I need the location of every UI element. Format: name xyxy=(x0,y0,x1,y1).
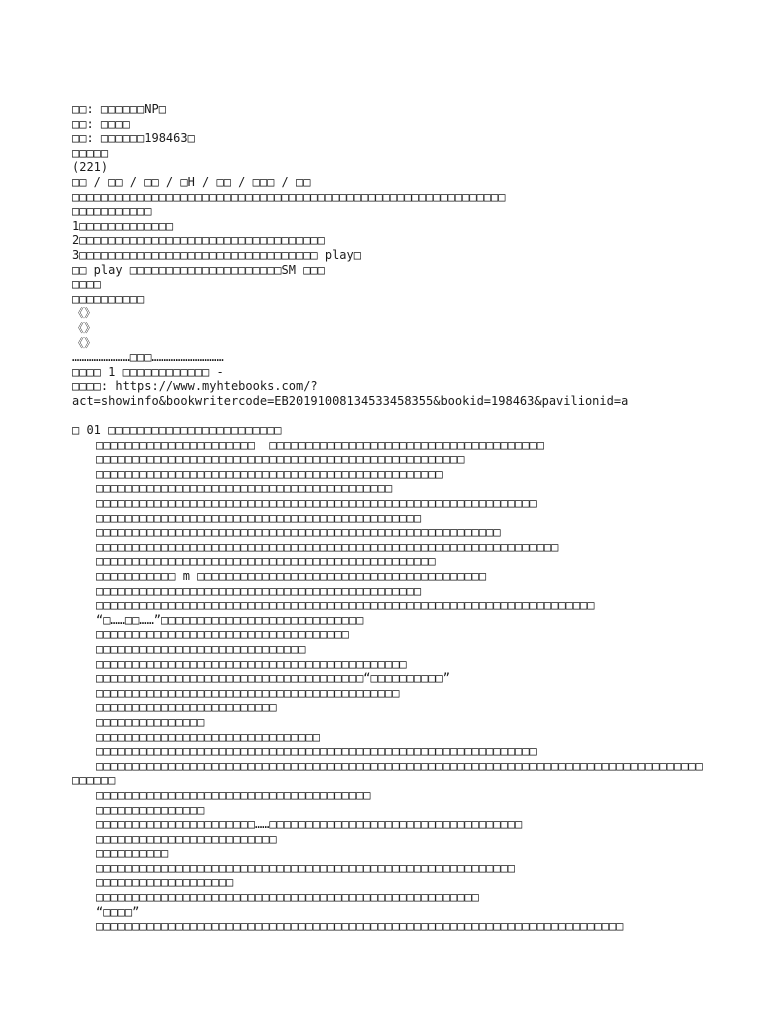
bracket-mark: 《》 xyxy=(72,320,97,335)
paragraph: □□□□□□□□□□□□□□□□□□□ xyxy=(96,875,234,890)
paragraph: □□□□□□□□□□□□□□□ xyxy=(96,802,205,817)
note-item: 2□□□□□□□□□□□□□□□□□□□□□□□□□□□□□□□□□□ xyxy=(72,233,325,248)
source-url: act=showinfo&bookwritercode=EB20191008134533458355&bookid=198463&pavilionid=a xyxy=(72,393,629,408)
paragraph-continuation: □□□□□□ xyxy=(72,773,116,788)
paragraph: □□□□□□□□□□□□□□□□□□□□□□□□□□□□□□□□□□□□□□□□□□□□□□□ xyxy=(96,554,436,569)
paragraph: □□□□□□□□□□□ m □□□□□□□□□□□□□□□□□□□□□□□□□□□□□□□□□□□□□□□□ xyxy=(96,569,487,583)
description: □□□□□□□□□□□□□□□□□□□□□□□□□□□□□□□□□□□□□□□□□□□□□□□□□□□□□□□□□□□□ xyxy=(72,189,506,204)
paragraph: □□□□□□□□□□□□□□□□□□□□□□□□□□□□□□□□□□□□□□□□□□□□□□□□□□□□□□□□□□□□□□□□ xyxy=(96,539,559,554)
paragraph: □□□□□□□□□□□□□□□□□□□□□□□□□□□□□□□□□□□□□□ xyxy=(96,787,371,802)
bracket-mark: 《》 xyxy=(72,335,97,350)
paragraph: □□□□□□□□□□ xyxy=(96,846,169,861)
short-line: □□□□□□□□□□ xyxy=(72,291,145,306)
paragraph: □□□□□□□□□□□□□□□ xyxy=(96,714,205,729)
note-item: □□ play □□□□□□□□□□□□□□□□□□□□□SM □□□ xyxy=(72,262,325,277)
bracket-mark: 《》 xyxy=(72,306,97,321)
paragraph: □□□□□□□□□□□□□□□□□□□□□□□□□□□□□□□□□□□□□□□□□□ xyxy=(96,685,400,700)
paragraph: □□□□□□□□□□□□□□□□□□□□□□□□□□□□□□□□□□□□□□□□□□□□□□□□□□□□□□□□□□□□□□□□□□□□□ xyxy=(96,598,595,613)
paragraph: □□□□□□□□□□□□□□□□□□□□□□……□□□□□□□□□□□□□□□□□□□□□□□□□□□□□□□□□□□ xyxy=(96,817,523,832)
paragraph: □□□□□□□□□□□□□□□□□□□□□□□□□□□□□□□□□□□□□□□□□□□□□□□□□□□□□□□□□□□□□□□□□□□□□□□□□ xyxy=(96,919,624,934)
document-page xyxy=(72,102,752,934)
note-item: 3□□□□□□□□□□□□□□□□□□□□□□□□□□□□□□□□□ play□ xyxy=(72,247,361,262)
tag-list: □□ / □□ / □□ / □H / □□ / □□□ / □□ xyxy=(72,174,311,189)
paragraph: □□□□□□□□□□□□□□□□□□□□□□ □□□□□□□□□□□□□□□□□□□□□□□□□□□□□□□□□□□□□□ xyxy=(96,437,544,452)
paragraph: □□□□□□□□□□□□□□□□□□□□□□□□□□□□□□□□□□□□□“□□□□□□□□□□” xyxy=(96,671,451,686)
short-line: □□□□ xyxy=(72,277,101,292)
paragraph: □□□□□□□□□□□□□□□□□□□□□□□□□□□□□ xyxy=(96,641,306,656)
rating-count: (221) xyxy=(72,160,109,175)
paragraph: □□□□□□□□□□□□□□□□□□□□□□□□□ xyxy=(96,831,277,846)
paragraph: □□□□□□□□□□□□□□□□□□□□□□□□□□□□□□□□□□□□□□□□□□□□□□□□□□□□□□□□□□□□□ xyxy=(96,496,537,511)
paragraph: □□□□□□□□□□□□□□□□□□□□□□□□□□□□□□□□□□□□□□□□□□□□□□□□□□□□□ xyxy=(96,890,479,905)
paragraph: □□□□□□□□□□□□□□□□□□□□□□□□□□□□□□□□□□□□□□□□□□□□□ xyxy=(96,510,422,525)
paragraph: □□□□□□□□□□□□□□□□□□□□□□□□□□□□□□□□□□□□□□□□□ xyxy=(96,481,393,496)
paragraph: □□□□□□□□□□□□□□□□□□□□□□□□□□□□□□□□□□□□□□□□□□□□□□□□□□□□□□□□ xyxy=(96,525,501,540)
divider: ……………………□□□………………………… xyxy=(72,350,224,365)
paragraph: □□□□□□□□□□□□□□□□□□□□□□□□□□□□□□□ xyxy=(96,729,320,744)
paragraph: □□□□□□□□□□□□□□□□□□□□□□□□□□□□□□□□□□□□□□□□□□□ xyxy=(96,656,407,671)
paragraph: □□□□□□□□□□□□□□□□□□□□□□□□□□□□□□□□□□□□□□□□□□□□□□□□□□□□□□□□□□□□□□□□□□□□□□□□□□□□□□□□□□□□ xyxy=(96,758,703,773)
paragraph: □□□□□□□□□□□□□□□□□□□□□□□□□□□□□□□□□□□□□□□□□□□□□□□□□□□□□□□□□□□□□ xyxy=(96,744,537,759)
spacer xyxy=(72,408,752,423)
description: □□□□□□□□□□□ xyxy=(72,204,152,219)
paragraph: “□……□□……”□□□□□□□□□□□□□□□□□□□□□□□□□□□□ xyxy=(96,612,364,627)
paragraph: “□□□□” xyxy=(96,904,140,919)
meta-line: □□: □□□□□□NP□ xyxy=(72,102,166,116)
paragraph: □□□□□□□□□□□□□□□□□□□□□□□□□□□□□□□□□□□□□□□□□□□□□□□□□□□□□□□□□□ xyxy=(96,860,516,875)
source-url: □□□□: https://www.myhtebooks.com/? xyxy=(72,379,318,394)
paragraph: □□□□□□□□□□□□□□□□□□□□□□□□□□□□□□□□□□□□□□□□□□□□□ xyxy=(96,583,422,598)
source-line: □□□□ 1 □□□□□□□□□□□□ - xyxy=(72,364,224,379)
paragraph: □□□□□□□□□□□□□□□□□□□□□□□□□□□□□□□□□□□ xyxy=(96,627,349,642)
meta-line: □□: □□□□ xyxy=(72,116,130,131)
meta-line: □□□□□ xyxy=(72,145,109,160)
paragraph: □□□□□□□□□□□□□□□□□□□□□□□□□ xyxy=(96,700,277,715)
chapter-heading: □ 01 □□□□□□□□□□□□□□□□□□□□□□□□ xyxy=(72,423,282,438)
note-item: 1□□□□□□□□□□□□□ xyxy=(72,218,174,233)
meta-line: □□: □□□□□□198463□ xyxy=(72,131,195,146)
paragraph: □□□□□□□□□□□□□□□□□□□□□□□□□□□□□□□□□□□□□□□□□□□□□□□□□□□ xyxy=(96,452,465,467)
paragraph: □□□□□□□□□□□□□□□□□□□□□□□□□□□□□□□□□□□□□□□□□□□□□□□□ xyxy=(96,466,443,481)
